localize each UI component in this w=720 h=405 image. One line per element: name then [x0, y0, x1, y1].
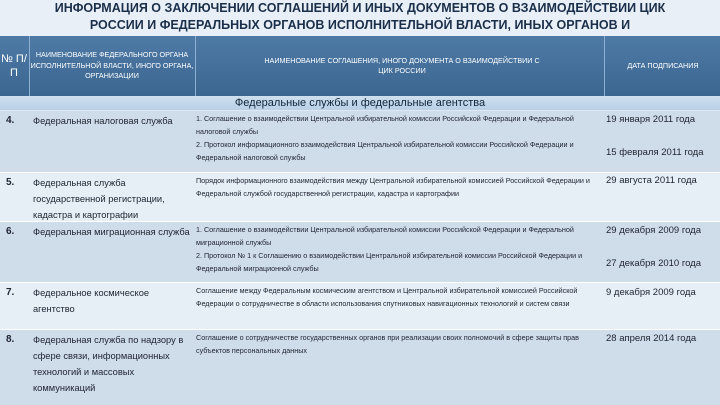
row-org: Федеральная служба государственной регистрации, кадастра и картографии: [33, 178, 165, 220]
row-agreement: [196, 331, 604, 357]
agreement-item: 2. Протокол информационного взаимодействия Центральной избирательной комиссии Российской Федерации и Федеральной налоговой службы: [196, 140, 574, 162]
row-org: Федеральная миграционная служба: [33, 227, 190, 237]
agreement-item: 2. Протокол № 1 к Соглашению о взаимодействии Центральной избирательной комиссии Российской Федерации и Федеральной миграционной службы: [196, 251, 583, 273]
row-date: 27 декабря 2010 года: [606, 258, 702, 269]
row-agreement: [196, 223, 604, 275]
title-line-1: ИНФОРМАЦИЯ О ЗАКЛЮЧЕНИИ СОГЛАШЕНИЙ И ИНЫХ ДОКУМЕНТОВ О ВЗАИМОДЕЙСТВИИ ЦИК: [54, 1, 666, 15]
row-date: 29 августа 2011 года: [606, 175, 697, 186]
header-divider: [195, 36, 196, 96]
header-org: НАИМЕНОВАНИЕ ФЕДЕРАЛЬНОГО ОРГАНА ИСПОЛНИТЕЛЬНОЙ ВЛАСТИ, ИНОГО ОРГАНА, ОРГАНИЗАЦИИ: [30, 50, 194, 81]
row-agreement: [196, 174, 604, 200]
table-header: [0, 36, 720, 96]
page-title: [0, 0, 720, 36]
row-date: 15 февраля 2011 года: [606, 147, 704, 158]
row-date: 19 января 2011 года: [606, 114, 696, 125]
row-number: 8.: [6, 334, 15, 345]
title-line-2: РОССИИ И ФЕДЕРАЛЬНЫХ ОРГАНОВ ИСПОЛНИТЕЛЬНОЙ ВЛАСТИ, ИНЫХ ОРГАНОВ И: [89, 18, 631, 32]
row-agreement: [196, 112, 604, 164]
header-number: № П/П: [1, 53, 27, 79]
header-divider: [604, 36, 605, 96]
row-date: 9 декабря 2009 года: [606, 287, 696, 298]
row-org: Федеральная налоговая служба: [33, 116, 173, 126]
table-row: [0, 222, 720, 282]
row-date: 28 апреля 2014 года: [606, 333, 697, 344]
table-row: [0, 173, 720, 221]
row-date: 29 декабря 2009 года: [606, 225, 702, 236]
row-agreement: [196, 284, 604, 310]
row-org: Федеральная служба по надзору в сфере связи, информационных технологий и массовых коммуникаций: [33, 335, 184, 393]
agreement-item: Соглашение между Федеральным космическим агентством и Центральной избирательной комиссией Российской Федерации о сотрудничестве в области использования спутниковых навигационных технологий и систем связи: [196, 286, 578, 308]
row-number: 5.: [6, 177, 15, 188]
agreement-item: 1. Соглашение о взаимодействии Центральной избирательной комиссии Российской Федерации и Федеральной миграционной службы: [196, 225, 574, 247]
row-org: Федеральное космическое агентство: [33, 288, 150, 314]
header-divider: [29, 36, 30, 96]
row-number: 7.: [6, 287, 15, 298]
header-agreement: НАИМЕНОВАНИЕ СОГЛАШЕНИЯ, ИНОГО ДОКУМЕНТА О ВЗАИМОДЕЙСТВИИ С ЦИК РОССИИ: [264, 55, 540, 75]
agreement-item: Соглашение о сотрудничестве государственных органов при реализации своих полномочий в сфере защиты прав субъектов персональных данных: [196, 333, 579, 355]
table-row: [0, 283, 720, 329]
row-number: 4.: [6, 115, 15, 126]
header-date: ДАТА ПОДПИСАНИЯ: [627, 60, 699, 70]
table-row: [0, 330, 720, 405]
agreement-item: Порядок информационного взаимодействия между Центральной избирательной комиссией Российской Федерации и Федеральной службой государственной регистрации, кадастра и картографии: [196, 176, 590, 198]
table-row: [0, 111, 720, 172]
agreement-item: 1. Соглашение о взаимодействии Центральной избирательной комиссии Российской Федерации и Федеральной налоговой службы: [196, 114, 574, 136]
section-title: Федеральные службы и федеральные агентства: [0, 96, 720, 110]
row-number: 6.: [6, 226, 15, 237]
